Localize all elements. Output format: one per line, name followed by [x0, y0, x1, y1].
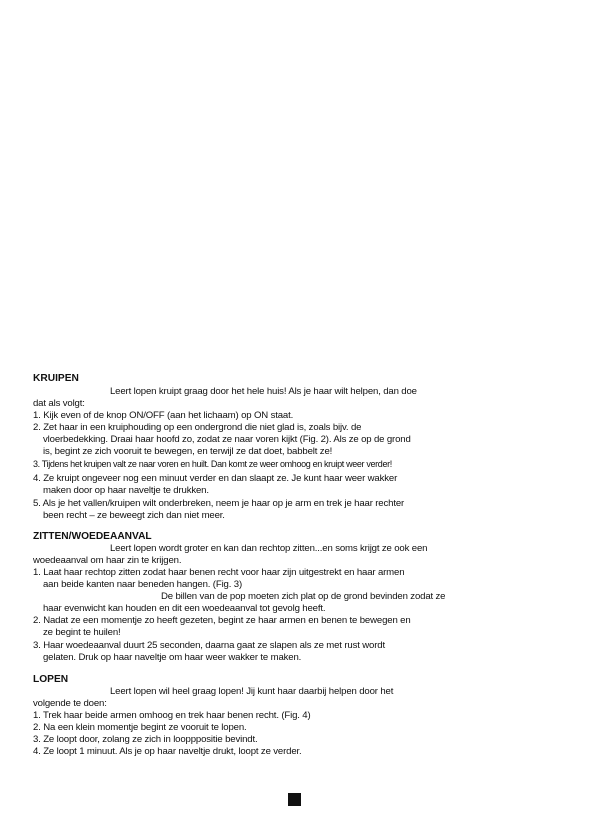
list-item: 1. Trek haar beide armen omhoog en trek haar benen recht. (Fig. 4) — [33, 710, 311, 721]
page-marker-square — [288, 793, 301, 806]
list-item-continuation: maken door op haar naveltje te drukken. — [43, 485, 209, 496]
paragraph-line: volgende te doen: — [33, 698, 107, 709]
list-item-continuation: ze begint te huilen! — [43, 627, 121, 638]
list-item: 1. Laat haar rechtop zitten zodat haar benen recht voor haar zijn uitgestrekt en haar armen — [33, 567, 405, 578]
list-item-continuation: gelaten. Druk op haar naveltje om haar weer wakker te maken. — [43, 652, 302, 663]
list-item: 1. Kijk even of de knop ON/OFF (aan het lichaam) op ON staat. — [33, 410, 294, 421]
section-heading-zitten-woedeaanval: ZITTEN/WOEDEAANVAL — [33, 531, 152, 542]
paragraph-line: Leert lopen wordt groter en kan dan rechtop zitten...en soms krijgt ze ook een — [110, 543, 428, 554]
section-heading-kruipen: KRUIPEN — [33, 373, 79, 384]
list-item: 2. Zet haar in een kruiphouding op een ondergrond die niet glad is, zoals bijv. de — [33, 422, 362, 433]
list-item-continuation: aan beide kanten naar beneden hangen. (Fig. 3) — [43, 579, 242, 590]
paragraph-line: Leert lopen kruipt graag door het hele huis! Als je haar wilt helpen, dan doe — [110, 386, 417, 397]
paragraph-line: dat als volgt: — [33, 398, 85, 409]
section-heading-lopen: LOPEN — [33, 674, 69, 685]
list-item-continuation: is, begint ze zich vooruit te bewegen, en terwijl ze dat doet, babbelt ze! — [43, 446, 333, 457]
list-item: 3. Haar woedeaanval duurt 25 seconden, daarna gaat ze slapen als ze met rust wordt — [33, 640, 385, 651]
list-item-continuation: haar evenwicht kan houden en dit een woedeaanval tot gevolg heeft. — [43, 603, 326, 614]
list-item-continuation: De billen van de pop moeten zich plat op de grond bevinden zodat ze — [161, 591, 446, 602]
list-item-continuation: been recht – ze beweegt zich dan niet meer. — [43, 510, 225, 521]
paragraph-line: woedeaanval om haar zin te krijgen. — [33, 555, 182, 566]
list-item: 2. Nadat ze een momentje zo heeft gezeten, begint ze haar armen en benen te bewegen en — [33, 615, 411, 626]
list-item: 2. Na een klein momentje begint ze vooruit te lopen. — [33, 722, 247, 733]
list-item: 3. Ze loopt door, zolang ze zich in loopppositie bevindt. — [33, 734, 258, 745]
list-item: 5. Als je het vallen/kruipen wilt onderbreken, neem je haar op je arm en trek je haar rechter — [33, 498, 405, 509]
paragraph-line: Leert lopen wil heel graag lopen! Jij kunt haar daarbij helpen door het — [110, 686, 394, 697]
list-item: 3. Tijdens het kruipen valt ze naar voren en huilt. Dan komt ze weer omhoog en kruipt weer verder! — [33, 459, 392, 469]
list-item-continuation: vloerbedekking. Draai haar hoofd zo, zodat ze naar voren kijkt (Fig. 2). Als ze op de grond — [43, 434, 411, 445]
list-item: 4. Ze loopt 1 minuut. Als je op haar naveltje drukt, loopt ze verder. — [33, 746, 302, 757]
list-item: 4. Ze kruipt ongeveer nog een minuut verder en dan slaapt ze. Je kunt haar weer wakker — [33, 473, 398, 484]
